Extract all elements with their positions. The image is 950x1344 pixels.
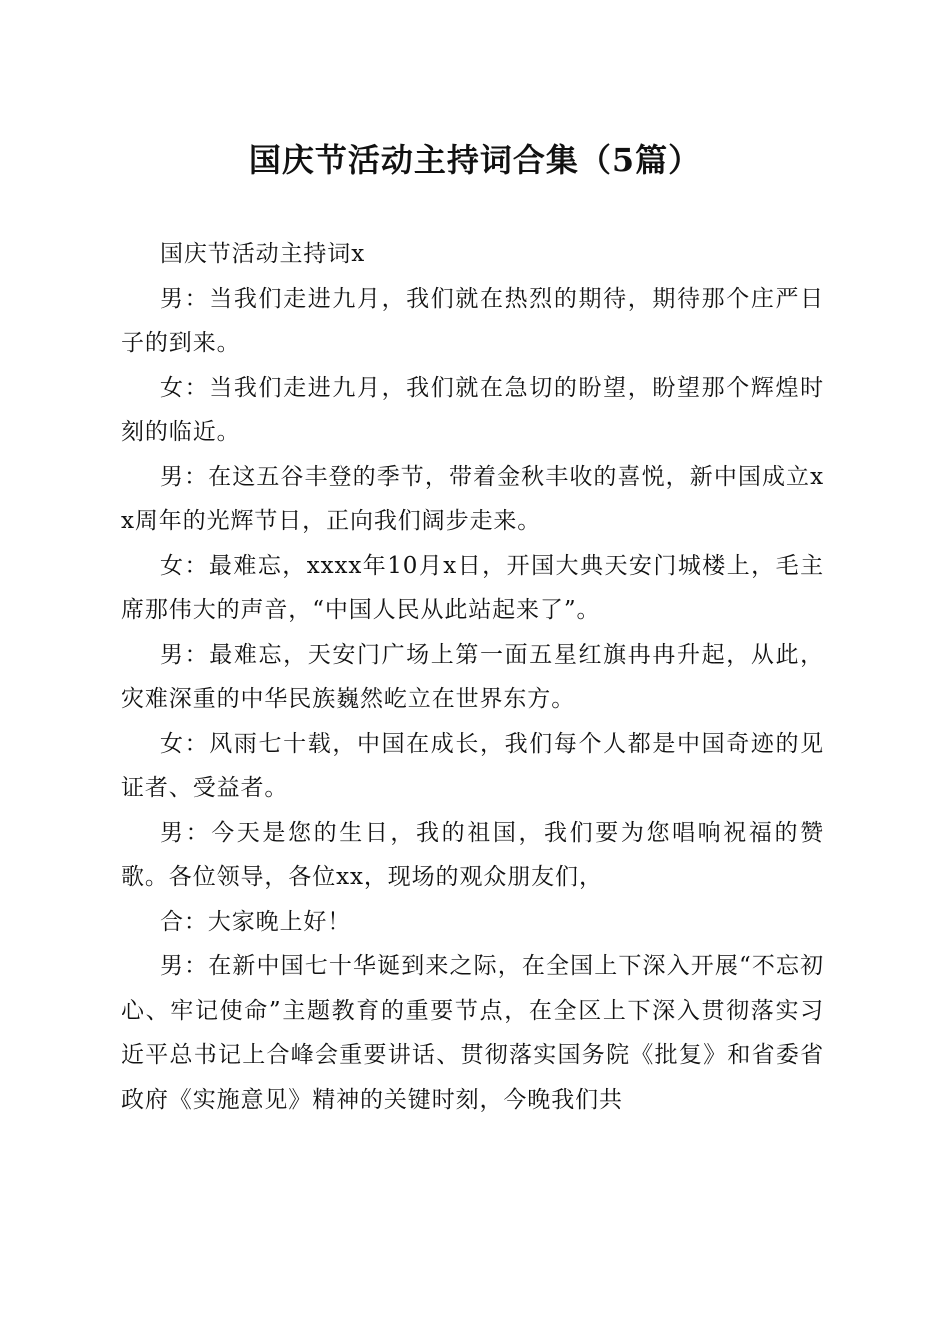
paragraph: 男：在新中国七十华诞到来之际，在全国上下深入开展“不忘初心、牢记使命”主题教育的重要节点，在全区上下深入贯彻落实习近平总书记上合峰会重要讲话、贯彻落实国务院《批复》和省委省政府《实施意见》精神的关键时刻，今晚我们共	[121, 953, 824, 1113]
paragraph: 男：在这五谷丰登的季节，带着金秋丰收的喜悦，新中国成立xx周年的光辉节日，正向我们阔步走来。	[121, 463, 824, 534]
paragraph: 女：最难忘，xxxx年10月x日，开国大典天安门城楼上，毛主席那伟大的声音，“中国人民从此站起来了”。	[121, 552, 824, 623]
document-body	[121, 232, 824, 1122]
paragraph: 女：当我们走进九月，我们就在急切的盼望，盼望那个辉煌时刻的临近。	[121, 374, 824, 445]
paragraph-subtitle: 国庆节活动主持词x	[160, 241, 366, 267]
paragraph: 男：今天是您的生日，我的祖国，我们要为您唱响祝福的赞歌。各位领导，各位xx，现场的观众朋友们，	[121, 819, 824, 890]
paragraph: 男：最难忘，天安门广场上第一面五星红旗冉冉升起，从此，灾难深重的中华民族巍然屹立在世界东方。	[121, 641, 824, 712]
paragraph: 合：大家晚上好！	[160, 908, 352, 935]
document-title: 国庆节活动主持词合集（5篇）	[248, 141, 702, 179]
paragraph: 女：风雨七十载，中国在成长，我们每个人都是中国奇迹的见证者、受益者。	[121, 730, 824, 801]
paragraph: 男：当我们走进九月，我们就在热烈的期待，期待那个庄严日子的到来。	[121, 285, 824, 356]
